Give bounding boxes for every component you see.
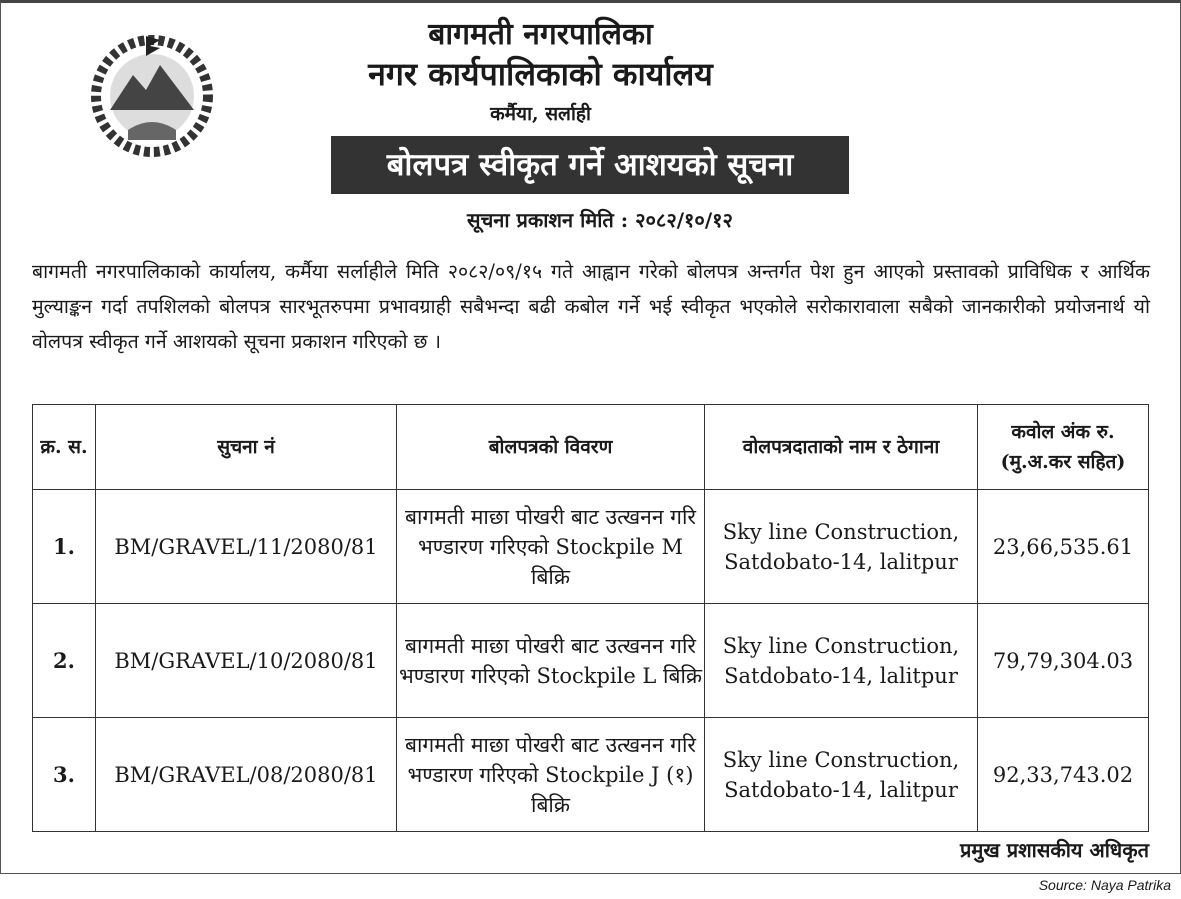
row-sn: 2. (33, 604, 96, 718)
row-sn: 1. (33, 490, 96, 604)
municipality-name: बागमती नगरपालिका (428, 17, 653, 52)
bid-table (32, 404, 1149, 832)
signatory: प्रमुख प्रशासकीय अधिकृत (960, 838, 1149, 862)
col-bidder: वोलपत्रदाताको नाम र ठेगाना (705, 405, 978, 490)
col-description: बोलपत्रको विवरण (397, 405, 705, 490)
table-row (33, 718, 1149, 832)
table-header-row (33, 405, 1149, 490)
row-amount: 79,79,304.03 (978, 604, 1149, 718)
row-description: बागमती माछा पोखरी बाट उत्खनन गरि भण्डारण गरिएको Stockpile J (१) बिक्रि (397, 718, 705, 832)
row-notice-no: BM/GRAVEL/08/2080/81 (96, 718, 397, 832)
col-amount: कवोल अंक रु. (मु.अ.कर सहित) (978, 405, 1149, 490)
row-description: बागमती माछा पोखरी बाट उत्खनन गरि भण्डारण गरिएको Stockpile M बिक्रि (397, 490, 705, 604)
row-bidder: Sky line Construction, Satdobato-14, lalitpur (705, 490, 978, 604)
row-notice-no: BM/GRAVEL/10/2080/81 (96, 604, 397, 718)
notice-title: बोलपत्र स्वीकृत गर्ने आशयको सूचना (331, 136, 849, 194)
source-credit: Source: Naya Patrika (1038, 877, 1171, 893)
row-description: बागमती माछा पोखरी बाट उत्खनन गरि भण्डारण गरिएको Stockpile L बिक्रि (397, 604, 705, 718)
office-name: नगर कार्यपालिकाको कार्यालय (368, 55, 713, 93)
row-notice-no: BM/GRAVEL/11/2080/81 (96, 490, 397, 604)
notice-body: बागमती नगरपालिकाको कार्यालय, कर्मैया सर्लाहीले मिति २०८२/०९/१५ गते आह्वान गरेको बोलपत्र अन्तर्गत पेश हुन आएको प्रस्तावको प्राविधिक र आर्थिक मुल्याङ्कन गर्दा तपशिलको बोलपत्र सारभूतरुपमा प्रभावग्राही सबैभन्दा बढी कबोल गर्ने भई स्वीकृत भएकोले सरोकारावाला सबैको जानकारीको प्रयोजनार्थ यो वोलपत्र स्वीकृत गर्ने आशयको सूचना प्रकाशन गरिएको छ । (32, 260, 1150, 353)
table-row (33, 490, 1149, 604)
table-row (33, 604, 1149, 718)
row-bidder: Sky line Construction, Satdobato-14, lalitpur (705, 604, 978, 718)
row-amount: 23,66,535.61 (978, 490, 1149, 604)
office-location: कर्मैया, सर्लाही (490, 103, 591, 125)
row-bidder: Sky line Construction, Satdobato-14, lalitpur (705, 718, 978, 832)
col-sn: क्र. स. (33, 405, 96, 490)
publish-date: सूचना प्रकाशन मिति : २०८२/१०/१२ (467, 208, 733, 232)
row-sn: 3. (33, 718, 96, 832)
row-amount: 92,33,743.02 (978, 718, 1149, 832)
col-notice-no: सुचना नं (96, 405, 397, 490)
